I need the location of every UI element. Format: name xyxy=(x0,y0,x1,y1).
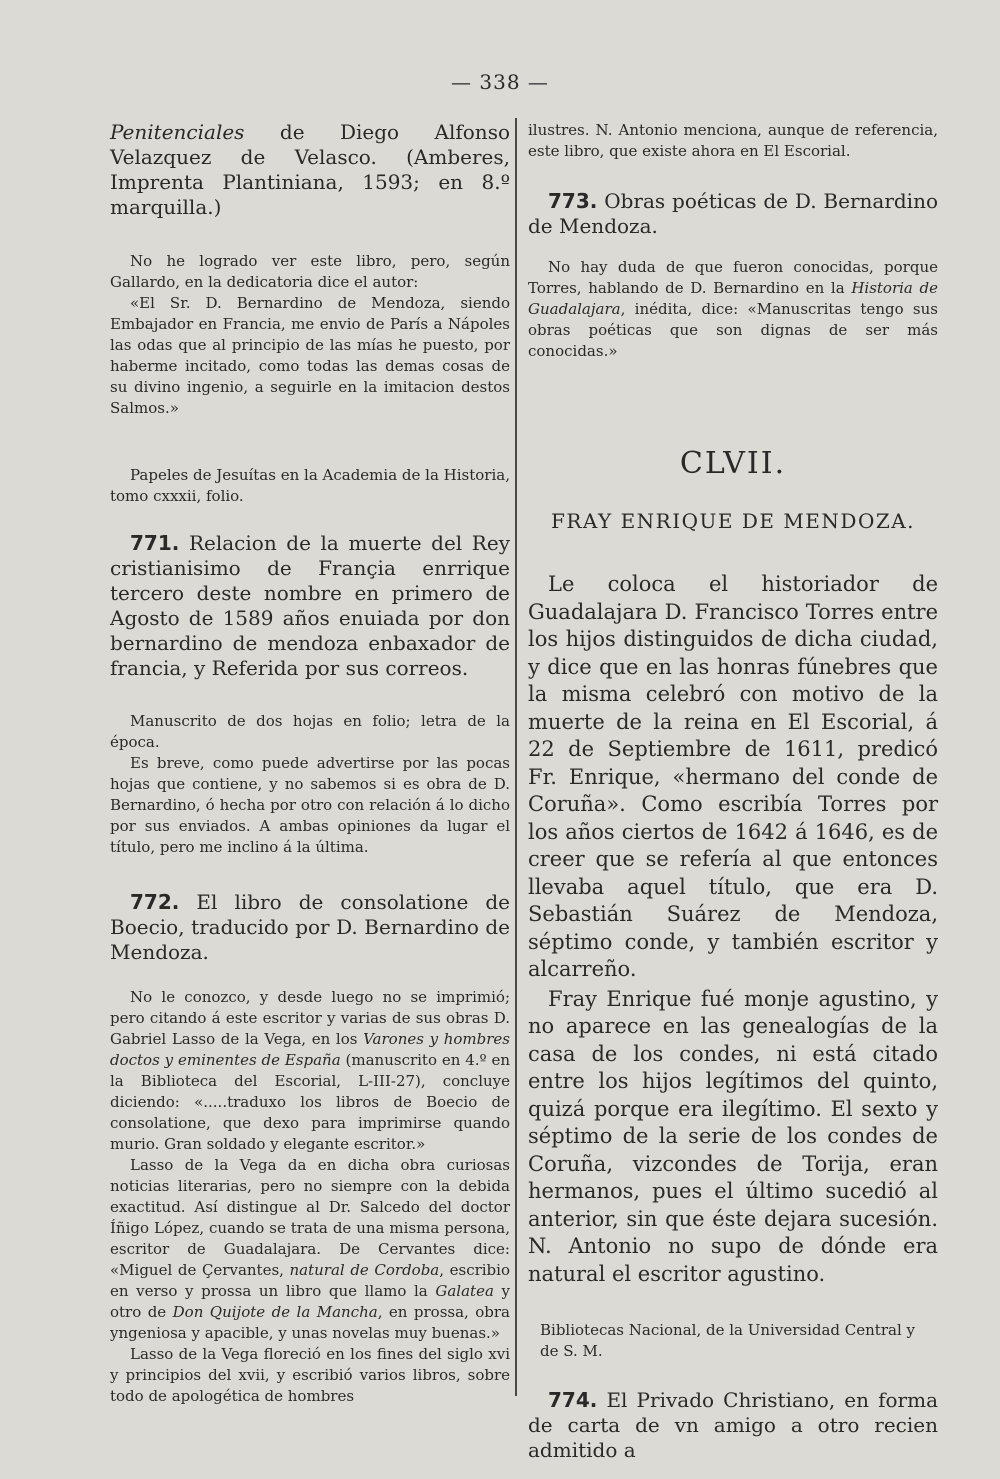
italic-title: Don Quijote de la Mancha xyxy=(172,1303,378,1321)
text-run: y otro de xyxy=(110,1282,510,1321)
intro-title: Penitenciales xyxy=(110,120,245,144)
text-run: (manuscrito en 4.º en la Biblioteca del Escorial, L-III-27), concluye diciendo: «.....traduxo los libros de Boecio de consolatione, que dexo para imprimirse quando murio. Gran soldado y elegante escritor.» xyxy=(110,1051,511,1153)
source-note: Papeles de Jesuítas en la Academia de la Historia, tomo cxxxii, folio. xyxy=(110,466,510,505)
entry-771-note-2: Es breve, como puede advertirse por las pocas hojas que contiene, y no sabemos si es obra de D. Bernardino, ó hecha por otro con relación á lo dicho por sus enviados. A ambas opiniones da lugar el título, pero me inclino á la última. xyxy=(110,754,510,856)
entry-772-para-3: Lasso de la Vega floreció en los fines del siglo xvi y principios del xvii, y escribió varios libros, sobre todo de apologética de hombres xyxy=(110,1345,510,1405)
entry-774 xyxy=(528,1388,938,1463)
italic-title: Varones y hombres doctos y eminentes de España xyxy=(110,1030,510,1069)
entry-771-note-1: Manuscrito de dos hojas en folio; letra de la época. xyxy=(110,712,510,751)
entry-number: 771. xyxy=(130,531,180,555)
chapter-para-2: Fray Enrique fué monje agustino, y no aparece en las genealogías de la casa de los condes, ni está citado entre los hijos legítimos del quinto, quizá porque era ilegítimo. El sexto y séptimo de la serie de los condes de Coruña, vizcondes de Torija, eran hermanos, pues el último sucedió al anterior, sin que éste dejara sucesión. N. Antonio no supo de dónde era natural el escritor agustino. xyxy=(528,986,938,1286)
entry-772-para-2 xyxy=(110,1155,510,1344)
entry-title: Relacion de la muerte del Rey cristianisimo de Françia enrrique tercero deste nombre en primero de Agosto de 1589 años enuiada por don bernardino de mendoza enbaxador de francia, y Referida por sus correos. xyxy=(110,531,510,680)
entry-title: El libro de consolatione de Boecio, traducido por D. Bernardino de Mendoza. xyxy=(110,890,510,964)
entry-772-para-1 xyxy=(110,987,510,1155)
italic-text: natural de Cordoba xyxy=(289,1261,440,1279)
intro-text: de Diego Alfonso Velazquez de Velasco. (Amberes, Imprenta Plantiniana, 1593; en 8.º marquilla.) xyxy=(110,120,510,219)
entry-title: Obras poéticas de D. Bernardino de Mendoza. xyxy=(528,189,938,238)
page-number: — 338 — xyxy=(451,70,549,94)
text-run: No hay duda de que fueron conocidas, porque Torres, hablando de D. Bernardino en la xyxy=(528,258,938,297)
italic-title: Galatea xyxy=(435,1282,494,1300)
entry-number: 772. xyxy=(130,890,180,914)
source-note: Bibliotecas Nacional, de la Universidad Central y de S. M. xyxy=(540,1321,915,1360)
entry-773-note xyxy=(528,257,938,362)
chapter-number: CLVII. xyxy=(679,446,787,481)
right-column xyxy=(528,120,938,1463)
intro-note-1: No he logrado ver este libro, pero, según Gallardo, en la dedicatoria dice el autor: xyxy=(110,252,510,291)
italic-title: Historia de Guadalajara xyxy=(528,279,939,318)
text-run: , escribio en verso y prossa un libro que llamo la xyxy=(110,1261,510,1300)
intro-note-2: «El Sr. D. Bernardino de Mendoza, siendo Embajador en Francia, me envio de París a Nápoles las odas que al principio de las mías he puesto, por haberme incitado, como todas las demas cosas de su divino ingenio, a seguirle en la imitacion destos Salmos.» xyxy=(110,294,510,417)
intro-entry xyxy=(110,120,510,220)
chapter-para-1: Le coloca el historiador de Guadalajara D. Francisco Torres entre los hijos distinguidos de dicha ciudad, y dice que en las honras fúnebres que la misma celebró con motivo de la muerte de la reina en El Escorial, á 22 de Septiembre de 1611, predicó Fr. Enrique, «hermano del conde de Coruña». Como escribía Torres por los años ciertos de 1642 á 1646, es de creer que se refería al que entonces llevaba aquel título, que era D. Sebastián Suárez de Mendoza, séptimo conde, y también escritor y alcarreño. xyxy=(528,572,938,981)
text-run: No le conozco, y desde luego no se imprimió; pero citando á este escritor y varias de sus obras D. Gabriel Lasso de la Vega, en los xyxy=(110,988,510,1048)
entry-771 xyxy=(110,531,510,681)
chapter-heading: FRAY ENRIQUE DE MENDOZA. xyxy=(550,509,916,533)
entry-773 xyxy=(528,189,938,239)
text-run: , inédita, dice: «Manuscritas tengo sus obras poéticas que son dignas de ser más conocidas.» xyxy=(528,300,938,360)
text-run: Lasso de la Vega da en dicha obra curiosas noticias literarias, pero no siempre con la debida exactitud. Así distingue al Dr. Salcedo del doctor Íñigo López, cuando se trata de una misma persona, escritor de Guadalajara. De Cervantes dice: «Miguel de Çervantes, xyxy=(110,1156,510,1279)
entry-number: 773. xyxy=(548,189,598,213)
text-run: , en prossa, obra yngeniosa y apacible, y unas novelas muy buenas.» xyxy=(110,1303,510,1342)
entry-number: 774. xyxy=(548,1388,598,1412)
column-divider xyxy=(515,118,517,1396)
entry-772 xyxy=(110,890,510,965)
left-column xyxy=(110,120,510,1407)
continuation-text: ilustres. N. Antonio menciona, aunque de referencia, este libro, que existe ahora en El Escorial. xyxy=(528,121,938,160)
entry-title: El Privado Christiano, en forma de carta de vn amigo a otro recien admitido a xyxy=(528,1388,938,1462)
